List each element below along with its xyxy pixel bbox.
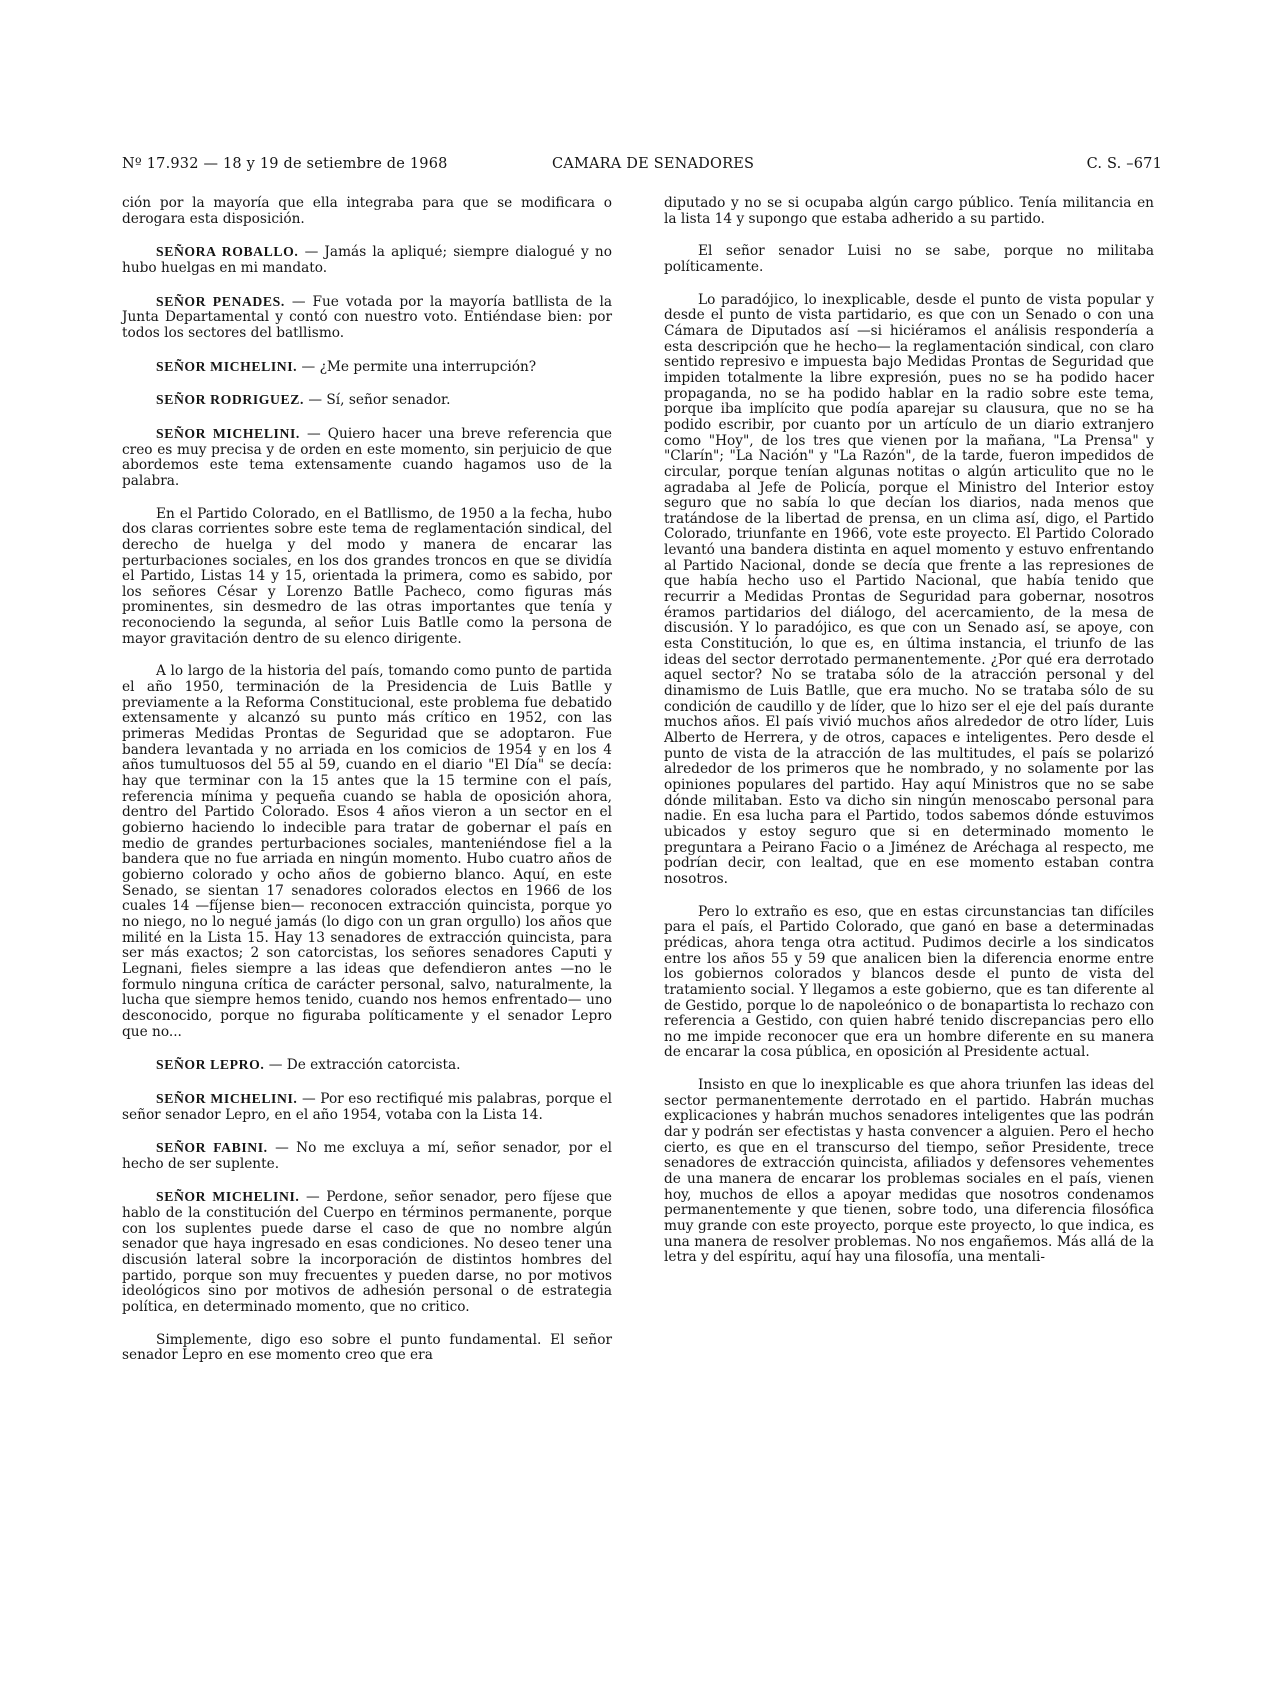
paragraph: SEÑOR MICHELINI. — Perdone, señor senador, pero fíjese que hablo de la constitución del Cuerpo en términos permanente, porque con los suplentes puede darse el caso de que no nombre algún senador que haya ingresado en esas condiciones. No deseo tener una discusión lateral sobre la incorporación de distintos hombres del partido, porque son muy frecuentes y pueden darse, no por motivos ideológicos sino por motivos de adhesión personal o de estrategia política, en determinado momento, que no critico. — [122, 1189, 612, 1316]
paragraph: Simplemente, digo eso sobre el punto fundamental. El señor senador Lepro en ese momento creo que era — [122, 1331, 612, 1364]
issue-date: Nº 17.932 — 18 y 19 de setiembre de 1968 — [122, 156, 448, 172]
paragraph: SEÑOR PENADES. — Fue votada por la mayoría batllista de la Junta Departamental y contó con nuestro voto. Entiéndase bien: por todos los sectores del batllismo. — [122, 293, 612, 341]
speaker-name: SEÑOR MICHELINI. — [156, 1189, 300, 1205]
paragraph: Insisto en que lo inexplicable es que ahora triunfen las ideas del sector permanentemente derrotado en el partido. Habrán muchas explicaciones y habrán muchos senadores inteligentes que las podrán dar y podrán ser efectistas y hasta convencer a alguien. Pero el hecho cierto, es que en el transcurso del tiempo, señor Presidente, trece senadores de extracción quincista, afiliados y defensores vehementes de una manera de encarar los problemas sociales en el país, vienen hoy, muchos de ellos a apoyar medidas que nosotros condenamos permanentemente y que tienen, sobre todo, una diferencia filosófica muy grande con este proyecto, porque este proyecto, lo que indica, es una manera de resolver problemas. No nos engañemos. Más allá de la letra y del espíritu, aquí hay una filosofía, una mentali- — [664, 1077, 1154, 1266]
paragraph: SEÑORA ROBALLO. — Jamás la apliqué; siempre dialogué y no hubo huelgas en mi mandato. — [122, 244, 612, 276]
speaker-name: SEÑOR LEPRO. — [156, 1057, 265, 1073]
paragraph: diputado y no se si ocupaba algún cargo público. Tenía militancia en la lista 14 y supongo que estaba adherido a su partido. — [664, 195, 1154, 227]
paragraph: A lo largo de la historia del país, tomando como punto de partida el año 1950, terminación de la Presidencia de Luis Batlle y previamente a la Reforma Constitucional, este problema fue debatido extensamente y alcanzó su punto más crítico en 1952, con las primeras Medidas Prontas de Seguridad que se adoptaron. Fue bandera levantada y no arriada en los comicios de 1954 y en los 4 años tumultuosos del 55 al 59, cuando en el diario "El Día" se decía: hay que terminar con la 15 antes que la 15 termine con el país, referencia mínima y pequeña cuando se habla de oposición ahora, dentro del Partido Colorado. Esos 4 años vieron a un sector en el gobierno haciendo lo indecible para tratar de gobernar el país en medio de grandes perturbaciones sociales, manteniéndose fiel a la bandera que no fue arriada en ningún momento. Hubo cuatro años de gobierno colorado y ocho años de gobierno blanco. Aquí, en este Senado, se sientan 17 senadores colorados electos en 1966 de los cuales 14 —fíjense bien— reconocen extracción quincista, porque yo no niego, no lo negué jamás (lo digo con un gran orgullo) los años que milité en la Lista 15. Hay 13 senadores de extracción quincista, para ser más exactos; 2 son catorcistas, los señores senadores Caputi y Legnani, fieles siempre a las ideas que defendieron antes —no le formulo ninguna crítica de carácter personal, salvo, naturalmente, la lucha que siempre hemos tenido, cuando nos hemos enfrentado— uno desconocido, porque no figuraba políticamente y el senador Lepro que no... — [122, 663, 612, 1040]
paragraph: En el Partido Colorado, en el Batllismo, de 1950 a la fecha, hubo dos claras corrientes sobre este tema de reglamentación sindical, del derecho de huelga y del modo y manera de encarar las perturbaciones sociales, en los dos grandes troncos en que se dividía el Partido, Listas 14 y 15, orientada la primera, como es sabido, por los señores César y Lorenzo Batlle Pacheco, como figuras más prominentes, sin desmedro de las otras importantes que tenía y reconociendo la segunda, al señor Luis Batlle como la persona de mayor gravitación dentro de su elenco dirigente. — [122, 505, 612, 647]
speaker-name: SEÑORA ROBALLO. — [156, 244, 299, 260]
speaker-name: SEÑOR FABINI. — [156, 1140, 268, 1156]
paragraph: SEÑOR FABINI. — No me excluya a mí, señor senador, por el hecho de ser suplente. — [122, 1140, 613, 1172]
chamber-title: CAMARA DE SENADORES — [552, 156, 755, 172]
paragraph: Pero lo extraño es eso, que en estas circunstancias tan difíciles para el país, el Partido Colorado, que ganó en base a determinadas prédicas, ahora tenga otra actitud. Pudimos decirle a los sindicatos entre los años 55 y 59 que analicen bien la diferencia enorme entre los gobiernos colorados y blancos desde el punto de vista del tratamiento social. Y llegamos a este gobierno, que es tan diferente al de Gestido, porque lo de napoleónico o de bonapartista lo rechazo con referencia a Gestido, con quien habré tenido discrepancias pero ello no me impide reconocer que era un hombre diferente en su manera de encarar la cosa pública, en oposición al Presidente actual. — [664, 903, 1154, 1061]
speaker-name: SEÑOR MICHELINI. — [156, 358, 298, 374]
paragraph: SEÑOR LEPRO. — De extracción catorcista. — [156, 1057, 461, 1074]
speaker-name: SEÑOR RODRIGUEZ. — [156, 392, 305, 408]
speaker-name: SEÑOR MICHELINI. — [156, 1090, 298, 1106]
right-column — [664, 196, 1154, 1696]
speaker-name: SEÑOR MICHELINI. — [156, 425, 300, 441]
paragraph: SEÑOR MICHELINI. — Quiero hacer una breve referencia que creo es muy precisa y de orden en este momento, sin perjuicio de que abordemos este tema extensamente cuando hagamos uso de la palabra. — [122, 425, 612, 489]
paragraph: SEÑOR MICHELINI. — Por eso rectifiqué mis palabras, porque el señor senador Lepro, en el año 1954, votaba con la Lista 14. — [122, 1090, 612, 1123]
left-column — [122, 196, 612, 1696]
paragraph: El señor senador Luisi no se sabe, porque no militaba políticamente. — [664, 243, 1154, 275]
paragraph: Lo paradójico, lo inexplicable, desde el punto de vista popular y desde el punto de vista partidario, es que con un Senado o con una Cámara de Diputados así —si hiciéramos el análisis respondería a esta descripción que he hecho— la reglamentación sindical, con claro sentido represivo e impuesta bajo Medidas Prontas de Seguridad que impiden totalmente la libre expresión, pues no se ha podido hacer propaganda, no se ha podido hablar en la radio sobre este tema, porque iba implícito que podía aparejar su clausura, que no se ha podido escribir, por cuanto por un artículo de un diario extranjero como "Hoy", de los tres que vienen por la mañana, "La Prensa" y "Clarín"; "La Nación" y "La Razón", de la tarde, fueron impedidos de circular, porque tenían algunas notitas o algún articulito que no le agradaba al Jefe de Policía, porque el Ministro del Interior estoy seguro que no sabía lo que decían los diarios, nada menos que tratándose de la libertad de prensa, en un clima así, digo, el Partido Colorado, triunfante en 1966, vote este proyecto. El Partido Colorado levantó una bandera distinta en aquel momento y estuvo enfrentando al Partido Nacional, donde se decía que frente a las represiones de que había hecho uso el Partido Nacional, que había tenido que recurrir a Medidas Prontas de Seguridad para gobernar, nosotros éramos partidarios del diálogo, del acercamiento, de la mesa de discusión. Y lo paradójico, es que con un Senado así, se apoye, con esta Constitución, lo que es, en última instancia, el triunfo de las ideas del sector derrotado permanentemente. ¿Por qué era derrotado aquel sector? No se trataba sólo de la atracción personal y del dinamismo de Luis Batlle, que era mucho. No se trataba sólo de su condición de caudillo y de líder, que lo hizo ser el eje del país durante muchos años. El país vivió muchos años alrededor de otro líder, Luis Alberto de Herrera, y de otros, capaces e inteligentes. Pero desde el punto de vista de la atracción de las multitudes, el país se polarizó alrededor de los primeros que he nombrado, y no solamente por las opiniones populares del partido. Hay aquí Ministros que no se sabe dónde militaban. Esto va dicho sin ningún menoscabo personal para nadie. En esa lucha para el Partido, todos sabemos dónde estuvimos ubicados y estoy seguro que si en determinado momento le preguntara a Peirano Facio o a Jiménez de Aréchaga al respecto, me podrían decir, con lealtad, que en ese momento estaban contra nosotros. — [664, 291, 1154, 887]
paragraph: SEÑOR MICHELINI. — ¿Me permite una interrupción? — [156, 358, 537, 375]
page-number: C. S. –671 — [1086, 156, 1162, 172]
paragraph: SEÑOR RODRIGUEZ. — Sí, señor senador. — [156, 392, 451, 409]
page-header — [122, 156, 1162, 180]
speaker-name: SEÑOR PENADES. — [156, 293, 285, 309]
paragraph: ción por la mayoría que ella integraba para que se modificara o derogara esta disposición. — [122, 195, 612, 227]
